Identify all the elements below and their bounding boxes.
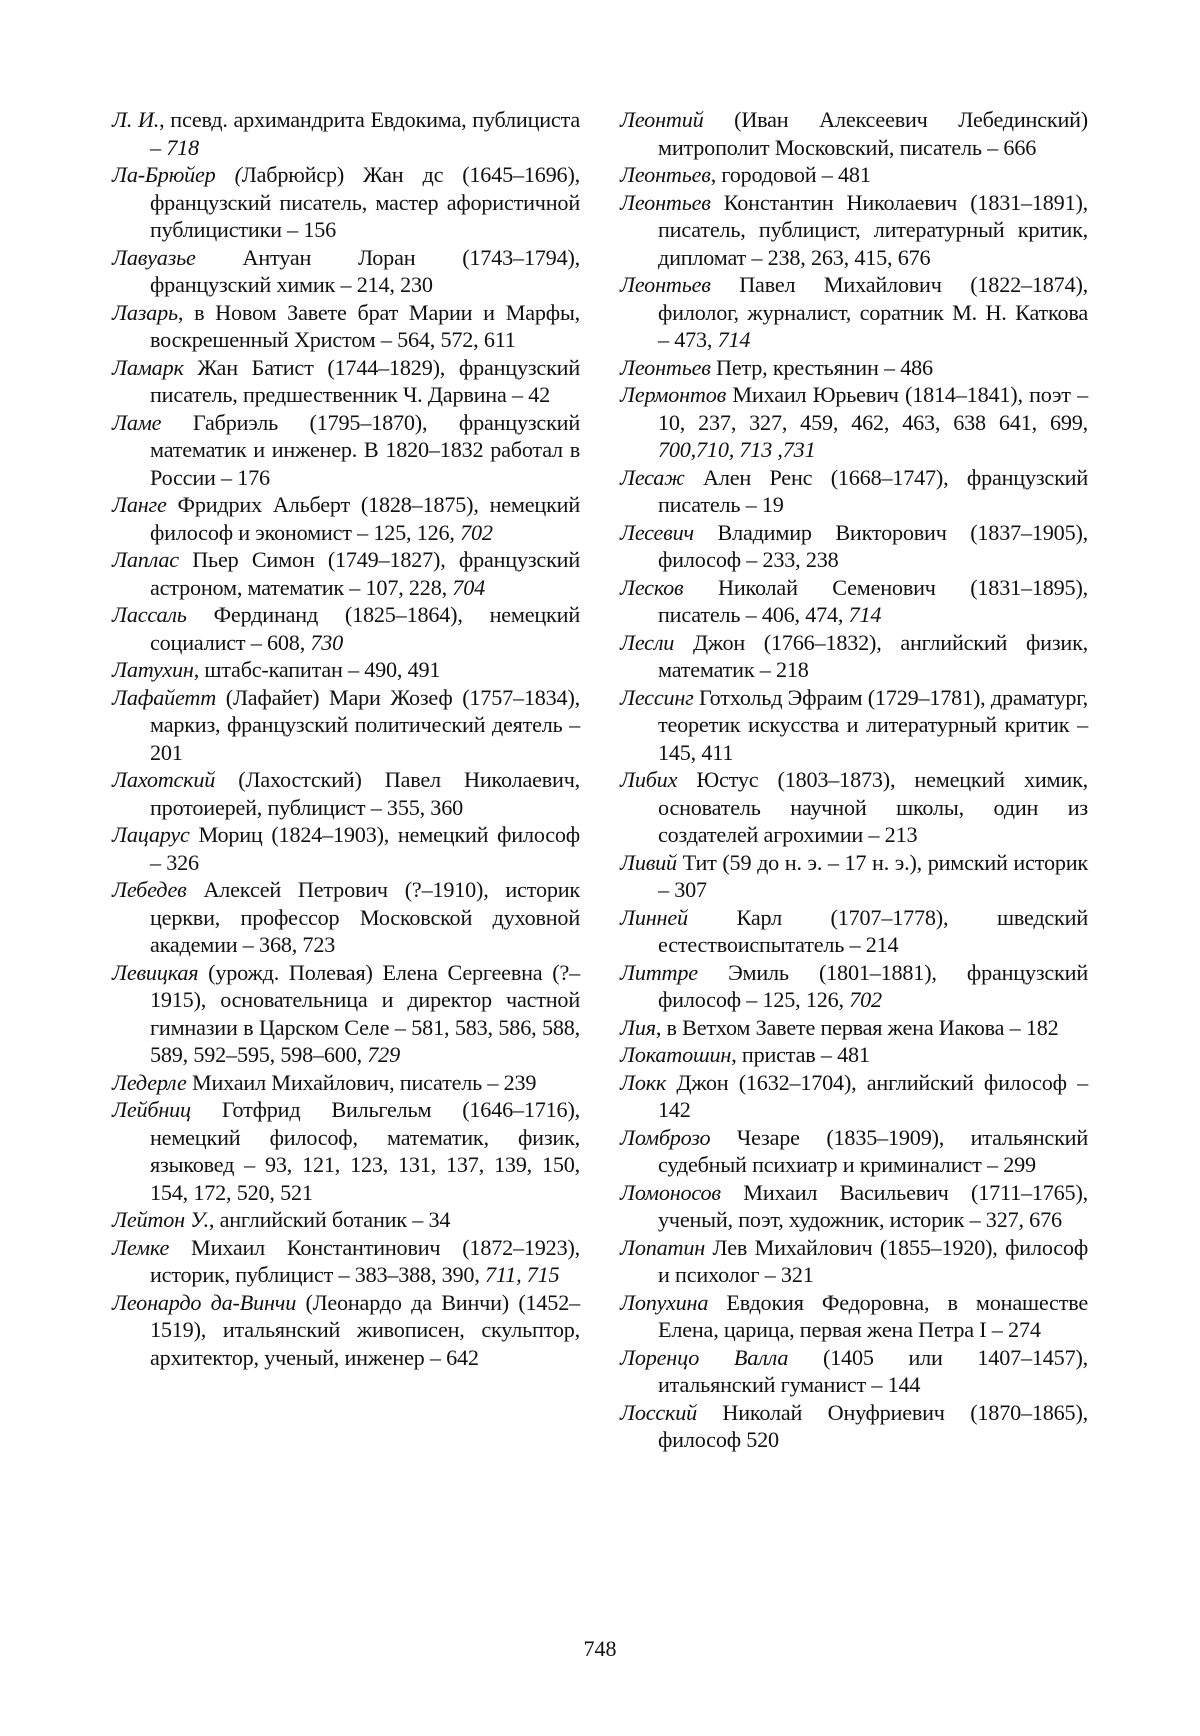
entry-name: Лейтон У. [112,1207,209,1232]
entry-text: Ален Ренс (1668–1747), французский писатель – 19 [658,464,1088,517]
index-entry [112,601,580,656]
entry-name: Лопатин [620,1234,706,1260]
entry-text: Жан Батист (1744–1829), французский писатель, предшественник Ч. Дарвина – 42 [150,354,580,407]
index-entry [620,1041,1088,1069]
entry-text: Антуан Лоран (1743–1794), французский химик – 214, 230 [150,244,580,297]
entry-name: Леонтьев [620,189,711,215]
entry-text: Готфрид Вильгельм (1646–1716), немецкий философ, математик, физик, языковед – 93, 121, 123, 131, 137, 139, 150, 154, 172, 520, 521 [150,1097,580,1205]
entry-name: Лебедев [112,877,187,902]
entry-name: Латухин [112,657,194,682]
entry-name: Лоренцо Валла [620,1344,789,1370]
entry-name: Лаплас [112,547,179,572]
entry-text: Готхольд Эфраим (1729–1781), драматург, теоретик искусства и литературный критик – 145, 411 [658,684,1088,765]
entry-name: Леонтьев [620,354,711,380]
entry-text: Эмиль (1801–1881), французский философ – 125, 126, [658,959,1088,1012]
index-entry [112,876,580,959]
entry-name: Лопухина [620,1289,709,1315]
index-entry [620,1399,1088,1454]
entry-italic-ref: 729 [367,1042,400,1067]
entry-name: Лесли [620,629,675,655]
index-entry [620,271,1088,354]
entry-name: Ломброзо [620,1124,711,1150]
entry-text: Габриэль (1795–1870), французский математик и инженер. В 1820–1832 работал в России – 176 [150,409,580,490]
index-entry [112,656,580,684]
index-entry [620,464,1088,519]
entry-text: , городовой – 481 [710,162,871,187]
entry-name: Либих [620,767,678,792]
index-entry [620,574,1088,629]
entry-text: (Иван Алексеевич Лебединский) митрополит Московский, писатель – 666 [658,107,1088,160]
left-column [112,106,580,1371]
entry-text: Мориц (1824–1903), немецкий философ – 326 [150,822,580,875]
entry-name: Лафайетт [112,684,217,710]
entry-name: Леонтьев [620,272,711,297]
index-entry [112,1069,580,1097]
index-entry [112,1234,580,1289]
entry-text: (Лахостский) Павел Николаевич, протоиерей, публицист – 355, 360 [150,767,580,820]
index-entry [112,299,580,354]
entry-italic-ref: 702 [849,987,882,1012]
entry-text: , пристав – 481 [731,1042,870,1067]
index-entry [620,354,1088,382]
entry-name: Лахотский [112,767,216,792]
index-entry [112,959,580,1069]
entry-text: Карл (1707–1778), шведский естествоиспытатель – 214 [658,904,1088,957]
entry-name: Левицкая [112,959,199,985]
index-entry [620,161,1088,189]
entry-text: Михаил Васильевич (1711–1765), ученый, поэт, художник, историк – 327, 676 [658,1179,1088,1232]
entry-name: Лесевич [620,519,694,545]
index-entry [620,1014,1088,1042]
index-entry [620,1234,1088,1289]
entry-name: Линней [620,904,688,930]
entry-name: Ламарк [112,354,184,380]
index-entry [112,161,580,244]
entry-name: Лия [620,1014,656,1040]
entry-italic-ref: 714 [848,602,882,627]
entry-name: Локатошин [620,1042,732,1067]
entry-name: Ледерле [112,1069,187,1095]
index-entry [620,904,1088,959]
entry-text: , штабс-капитан – 490, 491 [193,657,441,682]
entry-text: (урожд. Полевая) Елена Сергеевна (?–1915), основательница и директор частной гимназии в Царском Селе – 581, 583, 586, 588, 589, 592–595, 598–600, [150,959,580,1067]
entry-text: Джон (1632–1704), английский философ – 142 [658,1069,1088,1122]
entry-text: Владимир Викторович (1837–1905), философ – 233, 238 [658,519,1088,572]
entry-text: , в Новом Завете брат Марии и Марфы, воскрешенный Христом – 564, 572, 611 [150,299,580,352]
entry-text: Фердинанд (1825–1864), немецкий социалист – 608, [150,602,580,655]
index-entry [620,1179,1088,1234]
entry-text: Тит (59 до н. э. – 17 н. э.), римский историк – 307 [658,849,1088,902]
entry-text: (Лафайет) Мари Жозеф (1757–1834), маркиз, французский политический деятель – 201 [150,684,580,765]
index-entry [620,849,1088,904]
entry-name: Леонтьев [620,162,711,187]
entry-name: Лессинг [620,684,694,710]
entry-text: Чезаре (1835–1909), итальянский судебный психиатр и криминалист – 299 [658,1124,1088,1177]
entry-name: Л. И. [112,107,160,132]
entry-name: Лесков [620,574,684,600]
entry-name: Локк [620,1069,667,1095]
entry-text: Петр, крестьянин – 486 [710,354,933,380]
entry-name: Лесаж [620,464,685,490]
index-entry [620,106,1088,161]
entry-name: Лазарь [112,299,178,325]
entry-name: Лемке [112,1234,170,1260]
entry-name: Ла-Брюйер ( [112,162,242,187]
index-entry [112,1096,580,1206]
index-entry [112,106,580,161]
index-entry [112,684,580,767]
entry-text: Михаил Михайлович, писатель – 239 [186,1069,537,1095]
index-entry [112,491,580,546]
entry-text: Алексей Петрович (?–1910), историк церкви, профессор Московской духовной академии – 368, 723 [150,877,580,957]
entry-text: Юстус (1803–1873), немецкий химик, основатель научной школы, один из создателей агрохимии – 213 [658,767,1088,847]
entry-italic-ref: 718 [166,134,199,160]
index-entry [112,244,580,299]
entry-italic-ref: 704 [452,574,485,600]
entry-text: Джон (1766–1832), английский физик, математик – 218 [658,629,1088,682]
entry-text: Константин Николаевич (1831–1891), писатель, публицист, литературный критик, дипломат – 238, 263, 415, 676 [658,189,1088,270]
entry-text: , псевд. архимандрита Евдокима, публициста – [150,107,580,160]
index-entry [620,684,1088,767]
entry-text: , английский ботаник – 34 [208,1207,451,1232]
entry-name: Леонардо да-Винчи [112,1289,297,1315]
entry-text: Павел Михайлович (1822–1874), филолог, журналист, соратник М. Н. Каткова – 473, [658,272,1088,352]
entry-italic-ref: 702 [460,519,493,545]
entry-text: Евдокия Федоровна, в монашестве Елена, царица, первая жена Петра I – 274 [658,1289,1088,1342]
entry-name: Лосский [620,1399,697,1425]
right-column [620,106,1088,1454]
entry-italic-ref: 730 [310,629,344,655]
index-entry [112,821,580,876]
entry-name: Лавуазье [112,244,196,270]
entry-name: Ливий [620,849,677,875]
index-entry [620,629,1088,684]
entry-name: Лацарус [112,822,190,847]
entry-name: Ломоносов [620,1179,721,1205]
entry-text: , в Ветхом Завете первая жена Иакова – 182 [655,1014,1059,1040]
entry-name: Леонтий [620,107,704,132]
entry-name: Литтре [620,959,698,985]
entry-text: Лабрюйср) Жан дс (1645–1696), французский писатель, мастер афористичной публицистики – 156 [150,162,580,242]
index-entry [620,1069,1088,1124]
index-entry [112,1289,580,1372]
entry-text: (Леонардо да Винчи) (1452–1519), итальянский живописен, скульптор, архитектор, ученый, инженер – 642 [150,1289,580,1370]
index-entry [112,409,580,492]
entry-text: Михаил Константинович (1872–1923), историк, публицист – 383–388, 390, [150,1234,580,1287]
entry-name: Лейбниц [112,1097,191,1122]
index-entry [620,1344,1088,1399]
entry-name: Лассаль [112,602,187,627]
entry-text: Пьер Симон (1749–1827), французский астроном, математик – 107, 228, [150,547,580,600]
entry-italic-ref: 700,710, 713 ,731 [658,437,816,462]
entry-text: Михаил Юрьевич (1814–1841), поэт – 10, 237, 327, 459, 462, 463, 638 641, 699, [658,382,1088,435]
index-entry [112,766,580,821]
index-entry [112,1206,580,1234]
index-entry [112,354,580,409]
page-number: 748 [583,1636,617,1661]
index-entry [620,959,1088,1014]
index-entry [620,189,1088,272]
entry-text: Николай Онуфриевич (1870–1865), философ 520 [658,1399,1088,1452]
index-entry [620,1289,1088,1344]
entry-italic-ref: 714 [717,327,751,352]
entry-name: Лермонтов [620,382,727,407]
entry-text: (1405 или 1407–1457), итальянский гуманист – 144 [658,1344,1088,1397]
entry-text: Николай Семенович (1831–1895), писатель – 406, 474, [658,574,1088,627]
entry-name: Ланге [112,492,167,517]
index-entry [620,1124,1088,1179]
index-entry [620,381,1088,464]
entry-italic-ref: 711, 715 [485,1262,560,1287]
index-entry [112,546,580,601]
entry-text: Фридрих Альберт (1828–1875), немецкий философ и экономист – 125, 126, [150,492,580,545]
index-entry [620,519,1088,574]
entry-text: Лев Михайлович (1855–1920), философ и психолог – 321 [658,1234,1088,1287]
index-entry [620,766,1088,849]
entry-name: Ламе [112,409,162,435]
